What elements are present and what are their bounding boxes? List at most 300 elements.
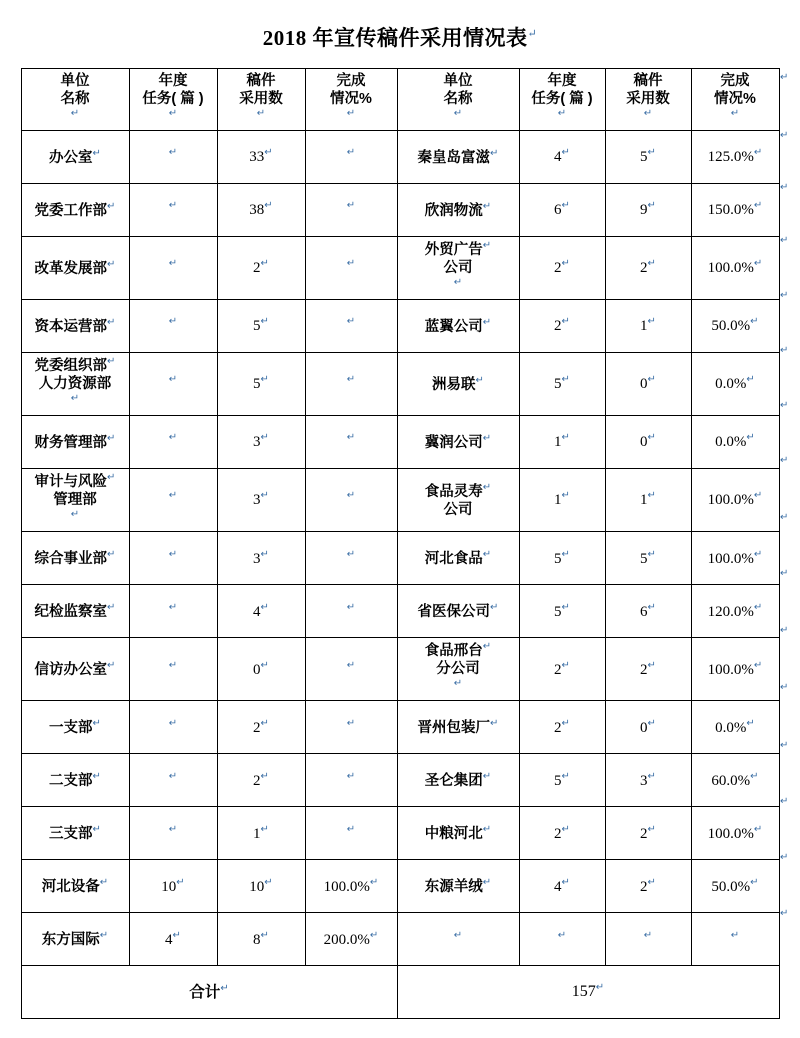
paragraph-mark-icon: ↵	[482, 432, 492, 444]
paragraph-mark-icon: ↵	[220, 982, 229, 994]
cell-text: 秦皇岛富滋	[417, 149, 491, 166]
paragraph-mark-icon: ↵	[482, 240, 492, 252]
cell-text: 三支部	[49, 825, 93, 842]
cell-task-left	[129, 237, 217, 300]
cell-text: 5	[640, 149, 648, 166]
cell-unit-right	[397, 184, 519, 237]
cell-text: 3	[253, 550, 261, 567]
cell-task-right	[519, 913, 605, 966]
cell-rate-right	[691, 416, 779, 469]
paragraph-mark-icon: ↵	[482, 770, 492, 782]
paragraph-mark-icon: ↵	[482, 823, 492, 835]
cell-text: 综合事业部	[34, 550, 108, 567]
paragraph-mark-icon: ↵	[168, 770, 178, 782]
paragraph-mark-icon: ↵	[780, 235, 789, 246]
cell-unit-right	[397, 416, 519, 469]
table-row	[21, 807, 779, 860]
cell-task-right	[519, 416, 605, 469]
table-row	[21, 131, 779, 184]
cell-used-left	[217, 701, 305, 754]
cell-rate-right	[691, 131, 779, 184]
paragraph-mark-icon: ↵	[647, 823, 656, 835]
table-row	[21, 585, 779, 638]
cell-task-left	[129, 807, 217, 860]
cell-rate-right	[691, 353, 779, 416]
paragraph-mark-icon: ↵	[561, 490, 570, 502]
cell-task-left	[129, 701, 217, 754]
cell-unit-right	[397, 131, 519, 184]
cell-text: 0	[640, 719, 648, 736]
paragraph-mark-icon: ↵	[260, 316, 269, 328]
paragraph-mark-icon: ↵	[346, 258, 356, 270]
paragraph-mark-icon: ↵	[92, 823, 101, 835]
cell-unit-left	[21, 469, 129, 532]
total-label-cell	[21, 966, 397, 1019]
cell-text: 二支部	[49, 772, 93, 789]
cell-text: 100.0%	[707, 550, 754, 567]
paragraph-mark-icon: ↵	[453, 108, 463, 120]
paragraph-mark-icon: ↵	[647, 374, 656, 386]
paragraph-mark-icon: ↵	[346, 374, 356, 386]
paragraph-mark-icon: ↵	[647, 770, 656, 782]
cell-text: 60.0%	[711, 772, 751, 789]
col-header-unit-left-line1: 单位	[60, 73, 90, 89]
paragraph-mark-icon: ↵	[753, 548, 763, 560]
cell-task-left	[129, 353, 217, 416]
col-header-used-left	[217, 69, 305, 131]
cell-text: 5	[554, 550, 562, 567]
cell-used-left	[217, 638, 305, 701]
col-header-task-right	[519, 69, 605, 131]
col-header-rate-left-line1: 完成	[336, 73, 366, 89]
col-header-unit-left-line2: 名称	[60, 91, 90, 108]
cell-task-right	[519, 184, 605, 237]
col-header-task-left-line2: 任务( 篇 )	[142, 91, 204, 108]
paragraph-mark-icon: ↵	[780, 908, 789, 919]
cell-text: 3	[253, 434, 261, 451]
cell-rate-right	[691, 585, 779, 638]
cell-used-left	[217, 913, 305, 966]
cell-text: 5	[253, 376, 261, 393]
cell-text: 2	[253, 260, 261, 277]
cell-text: 33	[249, 149, 265, 166]
paragraph-mark-icon: ↵	[780, 182, 789, 193]
paragraph-mark-icon: ↵	[780, 625, 789, 636]
paragraph-mark-icon: ↵	[561, 717, 570, 729]
cell-used-left	[217, 585, 305, 638]
paragraph-mark-icon: ↵	[107, 200, 116, 212]
paragraph-mark-icon: ↵	[647, 876, 656, 888]
cell-task-right	[519, 860, 605, 913]
cell-used-left	[217, 860, 305, 913]
cell-used-right	[605, 860, 691, 913]
cell-rate-left	[305, 237, 397, 300]
cell-rate-left	[305, 131, 397, 184]
cell-unit-left	[21, 416, 129, 469]
cell-text: 2	[640, 825, 648, 842]
cell-rate-left	[305, 585, 397, 638]
total-value: 157	[571, 983, 596, 1001]
cell-rate-right	[691, 913, 779, 966]
cell-used-left	[217, 754, 305, 807]
cell-task-left	[129, 469, 217, 532]
cell-task-left	[129, 860, 217, 913]
paragraph-mark-icon: ↵	[168, 108, 178, 120]
paragraph-mark-icon: ↵	[168, 374, 178, 386]
paragraph-mark-icon: ↵	[595, 982, 605, 994]
paragraph-mark-icon: ↵	[561, 258, 570, 270]
table-row	[21, 754, 779, 807]
cell-used-left	[217, 353, 305, 416]
col-header-rate-right-line1: 完成	[720, 73, 750, 89]
paragraph-mark-icon: ↵	[490, 717, 499, 729]
paragraph-mark-icon: ↵	[561, 876, 570, 888]
cell-text: 6	[640, 603, 648, 620]
paragraph-mark-icon: ↵	[346, 432, 356, 444]
paragraph-mark-icon: ↵	[260, 770, 269, 782]
cell-used-right	[605, 807, 691, 860]
cell-text: 1	[253, 825, 261, 842]
total-value-cell	[397, 966, 779, 1019]
paragraph-mark-icon: ↵	[482, 548, 492, 560]
cell-used-right	[605, 237, 691, 300]
paragraph-mark-icon: ↵	[168, 717, 178, 729]
paragraph-mark-icon: ↵	[780, 852, 789, 863]
cell-rate-left	[305, 184, 397, 237]
paragraph-mark-icon: ↵	[643, 929, 653, 941]
col-header-unit-right-line2: 名称	[443, 91, 473, 108]
paragraph-mark-icon: ↵	[260, 717, 269, 729]
paragraph-mark-icon: ↵	[780, 512, 789, 523]
paragraph-mark-icon: ↵	[780, 796, 789, 807]
paragraph-mark-icon: ↵	[746, 432, 755, 444]
paragraph-mark-icon: ↵	[99, 876, 109, 888]
cell-task-left	[129, 913, 217, 966]
page-title	[0, 0, 800, 68]
paragraph-mark-icon: ↵	[107, 659, 116, 671]
col-header-task-right-line1: 年度	[547, 73, 577, 89]
cell-used-right	[605, 300, 691, 353]
paragraph-mark-icon: ↵	[482, 876, 492, 888]
cell-task-right	[519, 469, 605, 532]
paragraph-mark-icon: ↵	[780, 682, 789, 693]
cell-used-right	[605, 469, 691, 532]
cell-text: 5	[554, 603, 562, 620]
paragraph-mark-icon: ↵	[264, 147, 273, 159]
cell-used-right	[605, 184, 691, 237]
col-header-used-right-line2: 采用数	[626, 91, 670, 108]
paragraph-mark-icon: ↵	[490, 601, 499, 613]
paragraph-mark-icon: ↵	[264, 876, 273, 888]
paragraph-mark-icon: ↵	[647, 548, 656, 560]
cell-text: 信访办公室	[34, 661, 108, 678]
cell-rate-right	[691, 860, 779, 913]
cell-text: 5	[554, 772, 562, 789]
cell-text: 4	[165, 931, 173, 948]
cell-rate-left	[305, 754, 397, 807]
paragraph-mark-icon: ↵	[753, 258, 763, 270]
cell-text: 4	[554, 149, 562, 166]
cell-task-right	[519, 585, 605, 638]
paragraph-mark-icon: ↵	[168, 823, 178, 835]
cell-text: 财务管理部	[34, 434, 108, 451]
paragraph-mark-icon: ↵	[107, 258, 116, 270]
paragraph-mark-icon: ↵	[753, 147, 763, 159]
col-header-task-left	[129, 69, 217, 131]
paragraph-mark-icon: ↵	[475, 374, 484, 386]
cell-unit-right	[397, 701, 519, 754]
cell-text: 2	[640, 260, 648, 277]
cell-text-line2: 人力资源部	[38, 376, 112, 393]
paragraph-mark-icon: ↵	[780, 740, 789, 751]
cell-unit-right	[397, 585, 519, 638]
cell-text: 改革发展部	[34, 260, 108, 277]
cell-used-left	[217, 469, 305, 532]
cell-task-left	[129, 416, 217, 469]
cell-text: 100.0%	[707, 661, 754, 678]
cell-unit-left	[21, 300, 129, 353]
cell-text: 2	[554, 318, 562, 335]
paragraph-mark-icon: ↵	[453, 678, 463, 690]
cell-task-left	[129, 131, 217, 184]
cell-text: 食品邢台	[424, 643, 483, 660]
col-header-rate-right-line2: 情况%	[714, 91, 756, 108]
paragraph-mark-icon: ↵	[561, 316, 570, 328]
paragraph-mark-icon: ↵	[527, 28, 538, 40]
cell-text-line2: 公司	[443, 260, 473, 277]
paragraph-mark-icon: ↵	[346, 147, 356, 159]
cell-text: 1	[640, 318, 648, 335]
paragraph-mark-icon: ↵	[482, 200, 492, 212]
paragraph-mark-icon: ↵	[453, 277, 463, 289]
cell-task-right	[519, 638, 605, 701]
cell-text: 中粮河北	[424, 825, 483, 842]
cell-unit-right	[397, 754, 519, 807]
cell-rate-left	[305, 300, 397, 353]
paragraph-mark-icon: ↵	[647, 432, 656, 444]
cell-text: 2	[640, 661, 648, 678]
paragraph-mark-icon: ↵	[260, 432, 269, 444]
cell-used-right	[605, 754, 691, 807]
cell-text: 50.0%	[711, 318, 751, 335]
paragraph-mark-icon: ↵	[168, 548, 178, 560]
paragraph-mark-icon: ↵	[70, 509, 80, 521]
cell-unit-left	[21, 913, 129, 966]
cell-used-left	[217, 237, 305, 300]
paragraph-mark-icon: ↵	[647, 147, 656, 159]
table-row	[21, 469, 779, 532]
paragraph-mark-icon: ↵	[647, 659, 656, 671]
cell-task-left	[129, 585, 217, 638]
paragraph-mark-icon: ↵	[168, 490, 178, 502]
cell-rate-left	[305, 416, 397, 469]
cell-task-left	[129, 754, 217, 807]
cell-task-right	[519, 353, 605, 416]
paragraph-mark-icon: ↵	[168, 601, 178, 613]
cell-used-left	[217, 416, 305, 469]
cell-text: 2	[253, 719, 261, 736]
table-row	[21, 184, 779, 237]
paragraph-mark-icon: ↵	[260, 659, 269, 671]
cell-unit-left	[21, 638, 129, 701]
paragraph-mark-icon: ↵	[369, 929, 379, 941]
cell-text: 5	[640, 550, 648, 567]
paragraph-mark-icon: ↵	[482, 481, 492, 493]
cell-unit-left	[21, 237, 129, 300]
cell-task-right	[519, 237, 605, 300]
paragraph-mark-icon: ↵	[730, 108, 740, 120]
table-row	[21, 913, 779, 966]
cell-rate-right	[691, 300, 779, 353]
cell-rate-left	[305, 353, 397, 416]
paragraph-mark-icon: ↵	[453, 929, 463, 941]
col-header-task-right-line2: 任务( 篇 )	[531, 91, 593, 108]
cell-text: 4	[253, 603, 261, 620]
cell-unit-right	[397, 353, 519, 416]
paragraph-mark-icon: ↵	[750, 770, 759, 782]
paragraph-mark-icon: ↵	[490, 147, 499, 159]
cell-unit-right	[397, 300, 519, 353]
cell-task-right	[519, 701, 605, 754]
paragraph-mark-icon: ↵	[107, 548, 116, 560]
cell-text: 2	[253, 772, 261, 789]
cell-task-right	[519, 754, 605, 807]
cell-text: 党委工作部	[34, 202, 108, 219]
col-header-used-left-line2: 采用数	[239, 91, 283, 108]
paragraph-mark-icon: ↵	[557, 929, 567, 941]
cell-text: 2	[554, 661, 562, 678]
cell-used-right	[605, 913, 691, 966]
cell-text: 1	[640, 492, 648, 509]
cell-unit-left	[21, 860, 129, 913]
cell-text: 纪检监察室	[34, 603, 108, 620]
cell-text: 审计与风险	[34, 474, 108, 491]
paragraph-mark-icon: ↵	[346, 717, 356, 729]
cell-text: 120.0%	[707, 603, 754, 620]
paragraph-mark-icon: ↵	[753, 823, 763, 835]
cell-unit-left	[21, 353, 129, 416]
paragraph-mark-icon: ↵	[260, 929, 269, 941]
cell-text: 5	[253, 318, 261, 335]
table-row	[21, 416, 779, 469]
paragraph-mark-icon: ↵	[561, 823, 570, 835]
col-header-unit-left	[21, 69, 129, 131]
cell-unit-right	[397, 532, 519, 585]
cell-rate-right	[691, 532, 779, 585]
col-header-rate-left-line2: 情况%	[330, 91, 372, 108]
page-title-text: 2018 年宣传稿件采用情况表	[262, 26, 528, 50]
paragraph-mark-icon: ↵	[168, 147, 178, 159]
paragraph-mark-icon: ↵	[780, 455, 789, 466]
cell-text: 2	[554, 719, 562, 736]
cell-used-right	[605, 416, 691, 469]
paragraph-mark-icon: ↵	[482, 316, 492, 328]
cell-text: 欣润物流	[424, 202, 483, 219]
total-label: 合计	[189, 983, 221, 1001]
col-header-rate-right	[691, 69, 779, 131]
paragraph-mark-icon: ↵	[260, 374, 269, 386]
cell-text: 0.0%	[715, 719, 747, 736]
cell-text: 资本运营部	[34, 318, 108, 335]
table-row	[21, 638, 779, 701]
cell-unit-left	[21, 701, 129, 754]
paragraph-mark-icon: ↵	[264, 200, 273, 212]
cell-task-right	[519, 300, 605, 353]
cell-task-right	[519, 807, 605, 860]
paragraph-mark-icon: ↵	[369, 876, 379, 888]
paragraph-mark-icon: ↵	[176, 876, 185, 888]
cell-used-right	[605, 638, 691, 701]
paragraph-mark-icon: ↵	[92, 147, 101, 159]
cell-text: 0	[640, 376, 648, 393]
cell-text-line2: 管理部	[53, 492, 97, 509]
col-header-rate-left	[305, 69, 397, 131]
paragraph-mark-icon: ↵	[346, 200, 356, 212]
cell-rate-right	[691, 237, 779, 300]
table-row	[21, 353, 779, 416]
col-header-unit-right	[397, 69, 519, 131]
paragraph-mark-icon: ↵	[260, 548, 269, 560]
paragraph-mark-icon: ↵	[561, 374, 570, 386]
cell-used-right	[605, 353, 691, 416]
paragraph-mark-icon: ↵	[260, 601, 269, 613]
cell-text: 2	[554, 825, 562, 842]
cell-text: 党委组织部	[34, 358, 108, 375]
cell-unit-left	[21, 585, 129, 638]
cell-text: 4	[554, 878, 562, 895]
paragraph-mark-icon: ↵	[780, 72, 789, 83]
paragraph-mark-icon: ↵	[750, 876, 759, 888]
cell-text: 食品灵寿	[424, 483, 483, 500]
paragraph-mark-icon: ↵	[647, 601, 656, 613]
paragraph-mark-icon: ↵	[647, 200, 656, 212]
cell-used-left	[217, 807, 305, 860]
paragraph-mark-icon: ↵	[70, 108, 80, 120]
table-row	[21, 300, 779, 353]
cell-text: 100.0%	[707, 825, 754, 842]
paragraph-mark-icon: ↵	[107, 316, 116, 328]
paragraph-mark-icon: ↵	[780, 345, 789, 356]
paragraph-mark-icon: ↵	[647, 258, 656, 270]
cell-rate-right	[691, 638, 779, 701]
cell-used-right	[605, 585, 691, 638]
paragraph-mark-icon: ↵	[561, 659, 570, 671]
paragraph-mark-icon: ↵	[753, 601, 763, 613]
cell-text-line2: 公司	[443, 501, 473, 518]
cell-rate-right	[691, 469, 779, 532]
cell-used-left	[217, 300, 305, 353]
cell-unit-left	[21, 754, 129, 807]
paragraph-mark-icon: ↵	[730, 929, 740, 941]
paragraph-mark-icon: ↵	[107, 356, 116, 368]
paragraph-mark-icon: ↵	[561, 200, 570, 212]
cell-text: 办公室	[49, 149, 93, 166]
cell-task-left	[129, 300, 217, 353]
paragraph-mark-icon: ↵	[346, 490, 356, 502]
cell-task-left	[129, 532, 217, 585]
cell-text: 一支部	[49, 719, 93, 736]
paragraph-mark-icon: ↵	[107, 601, 116, 613]
cell-text: 0	[640, 434, 648, 451]
paragraph-mark-icon: ↵	[780, 130, 789, 141]
cell-text: 圣仑集团	[424, 772, 483, 789]
cell-text: 3	[253, 492, 261, 509]
paragraph-mark-icon: ↵	[99, 929, 109, 941]
cell-text: 东源羊绒	[424, 878, 483, 895]
cell-text: 1	[554, 492, 562, 509]
paragraph-mark-icon: ↵	[753, 490, 763, 502]
cell-text: 东方国际	[41, 931, 100, 948]
